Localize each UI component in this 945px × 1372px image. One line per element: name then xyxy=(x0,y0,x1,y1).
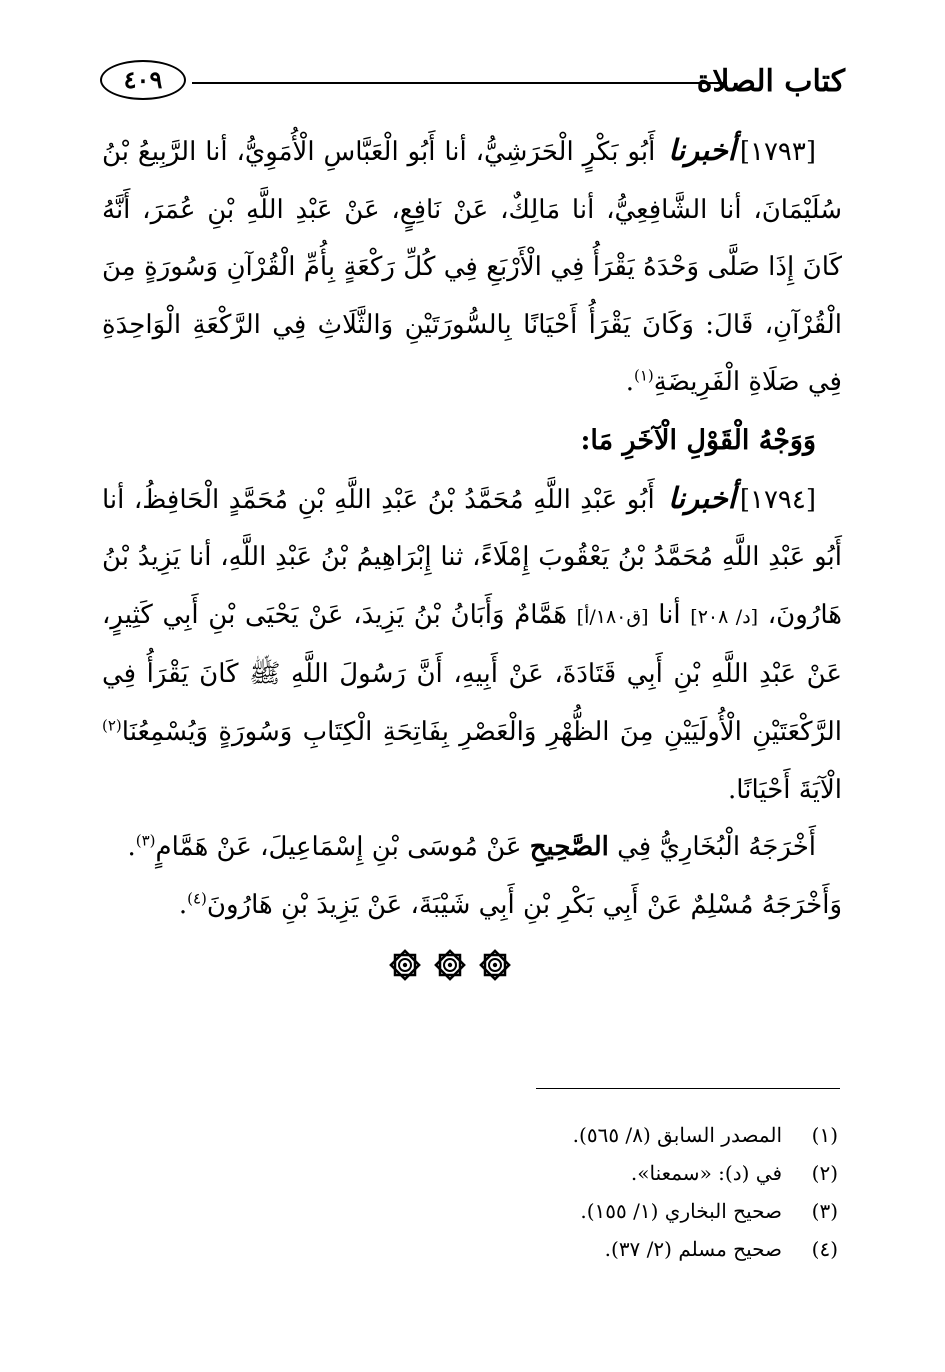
takhrij-text: أَخْرَجَهُ الْبُخَارِيُّ فِي xyxy=(617,832,816,863)
hadith-text: الْآيَةَ أَحْيَانًا. xyxy=(728,774,842,805)
hadith-text: هَمَّامٌ وَأَبَانُ بْنُ يَزِيدَ، عَنْ يَحْيَى بْنِ أَبِي كَثِيرٍ، عَنْ عَبْدِ اللَّهِ بْنِ أَبِي قَتَادَةَ، عَنْ أَبِيهِ، أَنَّ رَسُولَ اللَّهِ ﷺ كَانَ يَقْرَأُ فِي الرَّكْعَتَيْنِ الْأُولَيَيْنِ مِنَ الظُّهْرِ وَالْعَصْرِ بِفَاتِحَةِ الْكِتَابِ وَسُورَةٍ وَيُسْمِعُنَا xyxy=(102,599,842,747)
chapter-title: كتاب الصلاة xyxy=(696,64,845,99)
page-header xyxy=(100,58,845,106)
rosette-icon xyxy=(478,948,512,982)
rosette-icon xyxy=(433,948,467,982)
footnote-number: (١) xyxy=(811,1123,838,1147)
paragraph-1793: [١٧٩٣]أخبرنا أَبُو بَكْرٍ الْحَرَشِيُّ، أنا أَبُو الْعَبَّاسِ الْأُمَوِيُّ، أنا الرَّبِيعُ بْنُ سُلَيْمَانَ، أنا الشَّافِعِيُّ، أنا مَالِكٌ، عَنْ نَافِعٍ، عَنْ عَبْدِ اللَّهِ بْنِ عُمَرَ، أَنَّهُ كَانَ إِذَا صَلَّى وَحْدَهُ يَقْرَأُ فِي الْأَرْبَعِ فِي كُلِّ رَكْعَةٍ بِأُمِّ الْقُرْآنِ وَسُورَةٍ مِنَ الْقُرْآنِ، قَالَ: وَكَانَ يَقْرَأُ أَحْيَانًا بِالسُّورَتَيْنِ وَالثَّلَاثِ فِي الرَّكْعَةِ الْوَاحِدَةِ فِي صَلَاةِ الْفَرِيضَةِ$^{(١)}$. xyxy=(102,133,842,398)
rosette-icon xyxy=(388,948,422,982)
source-title: الصَّحِيحِ xyxy=(529,832,609,863)
footnote-number: (٤) xyxy=(811,1237,838,1261)
footnote-ref[interactable]: (٣) xyxy=(135,831,156,850)
keyword: أخبرنا xyxy=(668,133,736,167)
footnote-text: المصدر السابق (٨/ ٥٦٥). xyxy=(572,1123,782,1147)
footnote-ref[interactable]: (١) xyxy=(634,366,654,385)
hadith-text: أَبُو عَبْدِ اللَّهِ مُحَمَّدُ بْنُ عَبْدِ اللَّهِ بْنِ مُحَمَّدٍ الْحَافِظُ، أنا أَبُو عَبْدِ اللَّهِ مُحَمَّدُ بْنُ يَعْقُوبَ إِمْلَاءً، ثنا إِبْرَاهِيمُ بْنُ عَبْدِ اللَّهِ، أنا يَزِيدُ بْنُ هَارُونَ، xyxy=(102,484,842,630)
footnote-ref[interactable]: (٢) xyxy=(102,716,122,735)
paragraph-1794 xyxy=(102,470,842,820)
manuscript-ref: [د/ ٢٠٨] xyxy=(690,605,759,628)
footnote-text: في (د): «سمعنا». xyxy=(630,1161,782,1185)
hadith-number: [١٧٩٣] xyxy=(739,137,817,167)
header-rule xyxy=(192,82,727,84)
footnote-text: صحيح مسلم (٢/ ٣٧). xyxy=(604,1237,782,1261)
main-text xyxy=(102,122,842,934)
footnote-number: (٢) xyxy=(811,1161,838,1185)
hadith-number: [١٧٩٤] xyxy=(739,484,816,515)
manuscript-ref: [ق١٨٠/أ] xyxy=(576,605,649,628)
takhrij-text: عَنْ مُوسَى بْنِ إِسْمَاعِيلَ، عَنْ هَمَّامٍ xyxy=(155,832,522,863)
hadith-text: أَبُو بَكْرٍ الْحَرَشِيُّ، أنا أَبُو الْعَبَّاسِ الْأُمَوِيُّ، أنا الرَّبِيعُ بْنُ سُلَيْمَانَ، أنا الشَّافِعِيُّ، أنا مَالِكٌ، عَنْ نَافِعٍ، عَنْ عَبْدِ اللَّهِ بْنِ عُمَرَ، أَنَّهُ كَانَ إِذَا صَلَّى وَحْدَهُ يَقْرَأُ فِي الْأَرْبَعِ فِي كُلِّ رَكْعَةٍ بِأُمِّ الْقُرْآنِ وَسُورَةٍ مِنَ الْقُرْآنِ، قَالَ: وَكَانَ يَقْرَأُ أَحْيَانًا بِالسُّورَتَيْنِ وَالثَّلَاثِ فِي الرَّكْعَةِ الْوَاحِدَةِ فِي صَلَاةِ الْفَرِيضَةِ xyxy=(102,137,842,398)
footnote-number: (٣) xyxy=(811,1199,838,1223)
footnote-text: صحيح البخاري (١/ ١٥٥). xyxy=(580,1199,782,1223)
takhrij-muslim: وَأَخْرَجَهُ مُسْلِمٌ عَنْ أَبِي بَكْرِ بْنِ أَبِي شَيْبَةَ، عَنْ يَزِيدَ بْنِ هَارُونَ$^{(٤)}$. xyxy=(178,889,842,920)
hadith-text: أنا xyxy=(658,599,681,630)
footnotes xyxy=(418,1116,838,1268)
footnote-item xyxy=(418,1230,838,1268)
page-number: ٤٠٩ xyxy=(100,60,186,100)
takhrij-bukhari: أَخْرَجَهُ الْبُخَارِيُّ فِي الصَّحِيحِ عَنْ مُوسَى بْنِ إِسْمَاعِيلَ، عَنْ هَمَّامٍ$^{(٣)}$. xyxy=(127,831,816,863)
section-ornament xyxy=(388,948,512,982)
section-heading: وَوَجْهُ الْقَوْلِ الْآخَرِ مَا: xyxy=(580,424,816,456)
footnote-item xyxy=(418,1154,838,1192)
footnote-separator xyxy=(536,1088,840,1089)
takhrij-text: وَأَخْرَجَهُ مُسْلِمٌ عَنْ أَبِي بَكْرِ بْنِ أَبِي شَيْبَةَ، عَنْ يَزِيدَ بْنِ هَارُونَ xyxy=(206,889,842,920)
keyword: أخبرنا xyxy=(668,480,736,515)
footnote-ref[interactable]: (٤) xyxy=(187,889,207,908)
footnote-item xyxy=(418,1116,838,1154)
footnote-item xyxy=(418,1192,838,1230)
